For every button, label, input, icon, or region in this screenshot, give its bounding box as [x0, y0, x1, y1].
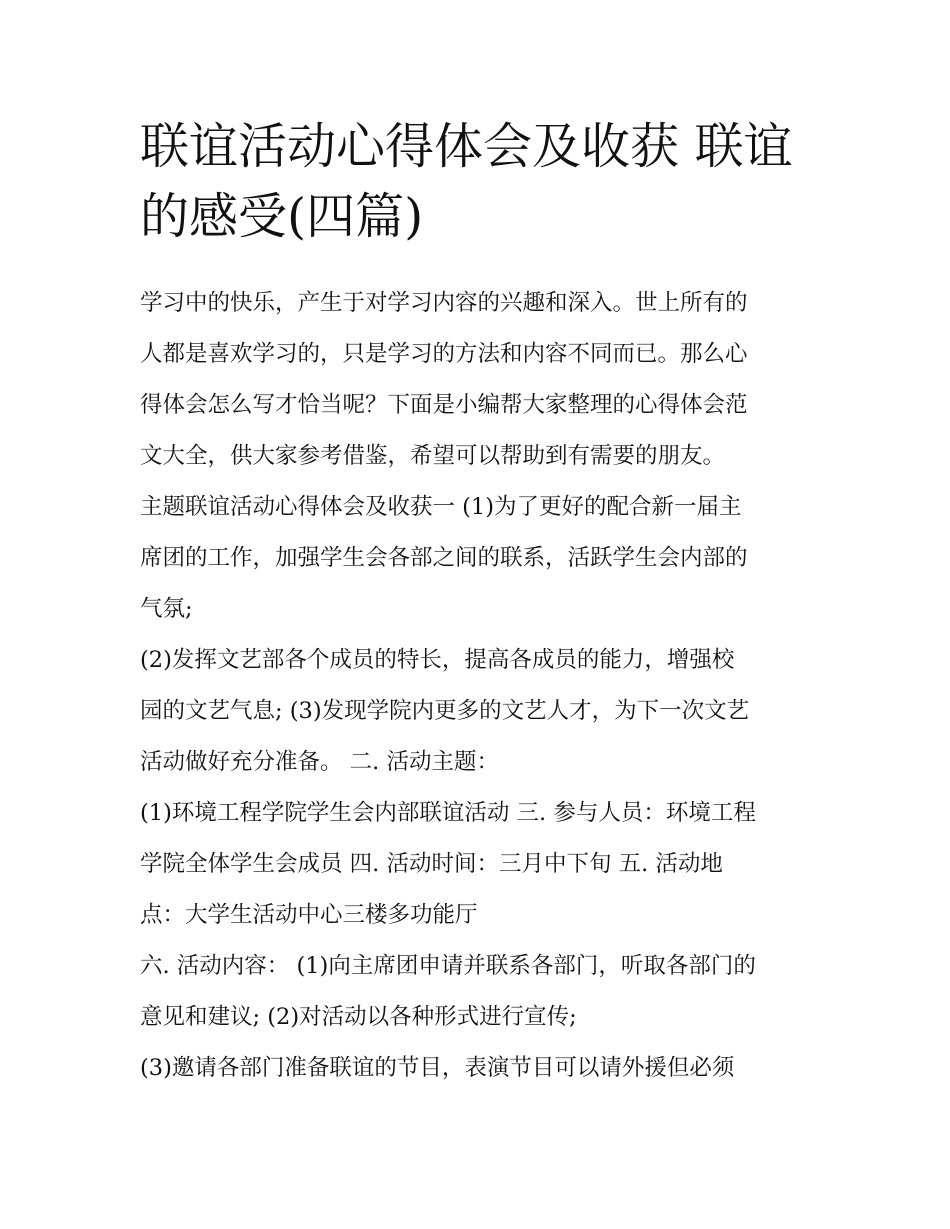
body-line: 主题联谊活动心得体会及收获一 (1)为了更好的配合新一届主 — [140, 494, 742, 520]
document-body — [140, 278, 820, 1094]
body-line: 席团的工作，加强学生会各部之间的联系，活跃学生会内部的 — [140, 545, 748, 571]
body-line: 点：大学生活动中心三楼多功能厅 — [140, 902, 478, 928]
title-line: 联谊活动心得体会及收获 联谊 — [140, 118, 793, 175]
body-line: (3)邀请各部门准备联谊的节目，表演节目可以请外援但必须 — [140, 1055, 735, 1081]
body-line: 园的文艺气息; (3)发现学院内更多的文艺人才，为下一次文艺 — [140, 698, 750, 724]
body-line: 活动做好充分准备。 二. 活动主题： — [140, 749, 499, 775]
body-line: 学院全体学生会成员 四. 活动时间：三月中下旬 五. 活动地 — [140, 851, 723, 877]
body-line: 文大全，供大家参考借鉴，希望可以帮助到有需要的朋友。 — [140, 443, 726, 469]
document-title — [140, 112, 820, 252]
body-line: 意见和建议; (2)对活动以各种形式进行宣传; — [140, 1004, 577, 1030]
body-line: 得体会怎么写才恰当呢？下面是小编帮大家整理的心得体会范 — [140, 392, 748, 418]
body-line: (1)环境工程学院学生会内部联谊活动 三. 参与人员：环境工程 — [140, 800, 756, 826]
body-line: 学习中的快乐，产生于对学习内容的兴趣和深入。世上所有的 — [140, 290, 748, 316]
body-line: 人都是喜欢学习的，只是学习的方法和内容不同而已。那么心 — [140, 341, 748, 367]
body-line: 六. 活动内容： (1)向主席团申请并联系各部门，听取各部门的 — [140, 953, 756, 979]
title-line: 的感受(四篇) — [140, 188, 424, 245]
body-line: (2)发挥文艺部各个成员的特长，提高各成员的能力，增强校 — [140, 647, 735, 673]
body-line: 气氛; — [140, 596, 193, 622]
